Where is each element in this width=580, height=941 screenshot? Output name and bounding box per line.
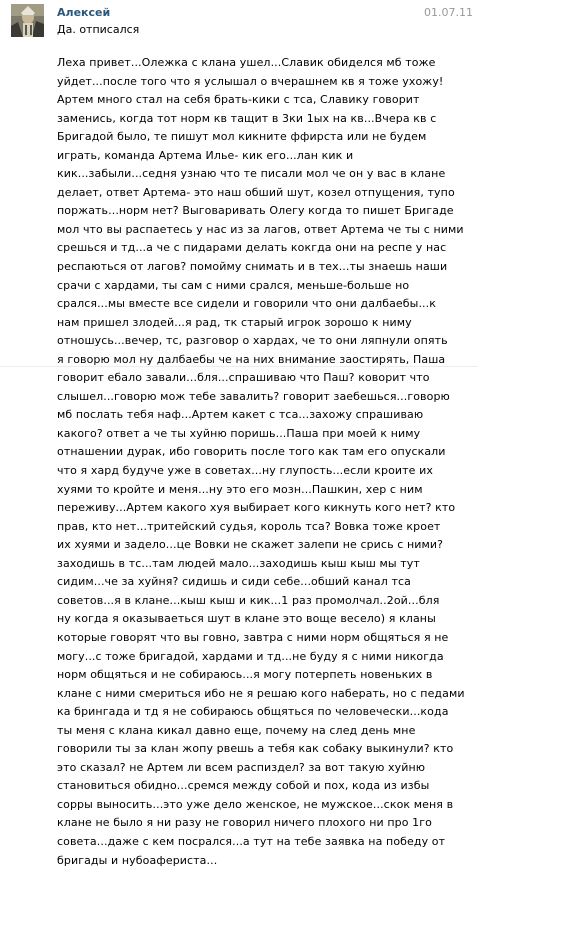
body-line: мол что вы распаетесь у нас из за лагов, ответ Артема че ты с ними bbox=[57, 222, 464, 236]
body-line: становиться обидно...сремся между собой и пох, кода из избы bbox=[57, 779, 430, 793]
avatar[interactable] bbox=[11, 4, 44, 37]
body-line: хуями то кройте и меня...ну это его мозн...Пашкин, хер с ним bbox=[57, 482, 423, 496]
message-first-line: Да. отписался bbox=[57, 23, 140, 36]
body-line: сорры выносить...это уже дело женское, не мужское...скок меня в bbox=[57, 797, 454, 811]
body-line: уйдет...после того что я услышал о вчерашнем кв я тоже ухожу! bbox=[57, 74, 444, 88]
body-line: бригады и нубоафериста... bbox=[57, 853, 218, 867]
message-body bbox=[57, 54, 465, 870]
author-name[interactable]: Алексей bbox=[57, 6, 111, 19]
body-line: ну когда я оказываеться шут в клане это воще весело) я кланы bbox=[57, 612, 436, 626]
body-line: делает, ответ Артема- это наш обший шут, козел отпущения, тупо bbox=[57, 185, 455, 199]
body-line: поржать...норм нет? Выговаривать Олегу когда то пишет Бригаде bbox=[57, 204, 454, 218]
body-line: ка брингада и тд я не собираюсь общяться по человечески...кода bbox=[57, 705, 449, 719]
body-line: слышел...говорю мож тебе завалить? говорит заебешься...говорю bbox=[57, 389, 450, 403]
body-line: я говорю мол ну далбаебы че на них внимание заостирять, Паша bbox=[57, 352, 446, 366]
body-line: переживу...Артем какого хуя выбирает кого кикнуть кого нет? кто bbox=[57, 501, 456, 515]
body-line: что я хард будуче уже в советах...ну глупость...если кроите их bbox=[57, 464, 433, 478]
user-photo-icon bbox=[11, 4, 44, 37]
body-line: играть, команда Артема Илье- кик его...лан кик и bbox=[57, 148, 354, 162]
body-line: респаються от лагов? помойму снимать и в тех...ты знаешь наши bbox=[57, 260, 448, 274]
body-line: отнашении дурак, ибо говорить после того как там его опускали bbox=[57, 445, 446, 459]
body-line: клане не было я ни разу не говорил ничего плохого ни про 1го bbox=[57, 816, 432, 830]
body-line: говорили ты за клан жопу рвешь а тебя как собаку выкинули? кто bbox=[57, 742, 454, 756]
body-line: совета...даже с кем посрался...а тут на тебе заявка на победу от bbox=[57, 834, 446, 848]
body-line: говорит ебало завали...бля...спрашиваю что Паш? ковoрит что bbox=[57, 371, 430, 385]
body-line: советов...я в клане...кыш кыш и кик...1 раз промолчал..2ой...бля bbox=[57, 593, 440, 607]
body-line: клане с ними смериться ибо не я решаю кого наберать, но с педами bbox=[57, 686, 465, 700]
body-line: срешься и тд...а че с пидарами делать кокгда они на респе у нас bbox=[57, 241, 447, 255]
body-line: Бригадой было, те пишут мол кикните ффирста или не будем bbox=[57, 130, 427, 144]
body-line: которые говорят что вы говно, завтра с ними норм общяться я не bbox=[57, 630, 449, 644]
body-line: нам пришел злодей...я рад, тк старый игрок зорошо к ниму bbox=[57, 315, 412, 329]
body-line: срачи с хардами, ты сам с ними срался, меньше-больше но bbox=[57, 278, 410, 292]
body-line: мб послать тебя наф...Артем какет с тса...захожу спрашиваю bbox=[57, 408, 424, 422]
body-line: сидим...че за хуйня? сидишь и сиди себе...обший канал тса bbox=[57, 575, 411, 589]
body-line: отношусь...вечер, тс, разговор о хардах, че то они ляпнули опять bbox=[57, 334, 448, 348]
body-line: Леха привет...Олежка с клана ушел...Славик обиделся мб тоже bbox=[57, 56, 436, 69]
body-line: какого? ответ а че ты хуйню поришь...Паша при моей к ниму bbox=[57, 426, 421, 440]
message-date: 01.07.11 bbox=[424, 6, 473, 19]
body-line: заменись, когда тот норм кв тащит в 3ки 1ых на кв...Вчера кв с bbox=[57, 111, 437, 125]
body-line: прав, кто нет...тритейский судья, король тса? Вовка тоже кроет bbox=[57, 519, 441, 533]
body-line: их хуями и задело...це Вовки не скажет залепи не срись с ними? bbox=[57, 538, 444, 552]
body-line: заходишь в тс...там людей мало...заходишь кыш кыш мы тут bbox=[57, 556, 420, 570]
body-line: срался...мы вместе все сидели и говорили что они далбаебы...к bbox=[57, 297, 436, 311]
body-line: ты меня с клана кикал давно еще, почему на след день мне bbox=[57, 723, 416, 737]
body-line: могу...с тоже бригадой, хардами и тд...не буду я с ними никогда bbox=[57, 649, 444, 663]
body-line: Артем много стал на себя брать-кики с тса, Славику говорит bbox=[57, 93, 420, 107]
body-line: кик...забыли...седня узнаю что те писали мол че он у вас в клане bbox=[57, 167, 446, 181]
body-line: норм общяться и не собираюсь...я могу потерпеть новеньких в bbox=[57, 668, 433, 682]
body-line: это сказал? не Артем ли всем распиздел? за вот такую хуйню bbox=[57, 760, 426, 774]
